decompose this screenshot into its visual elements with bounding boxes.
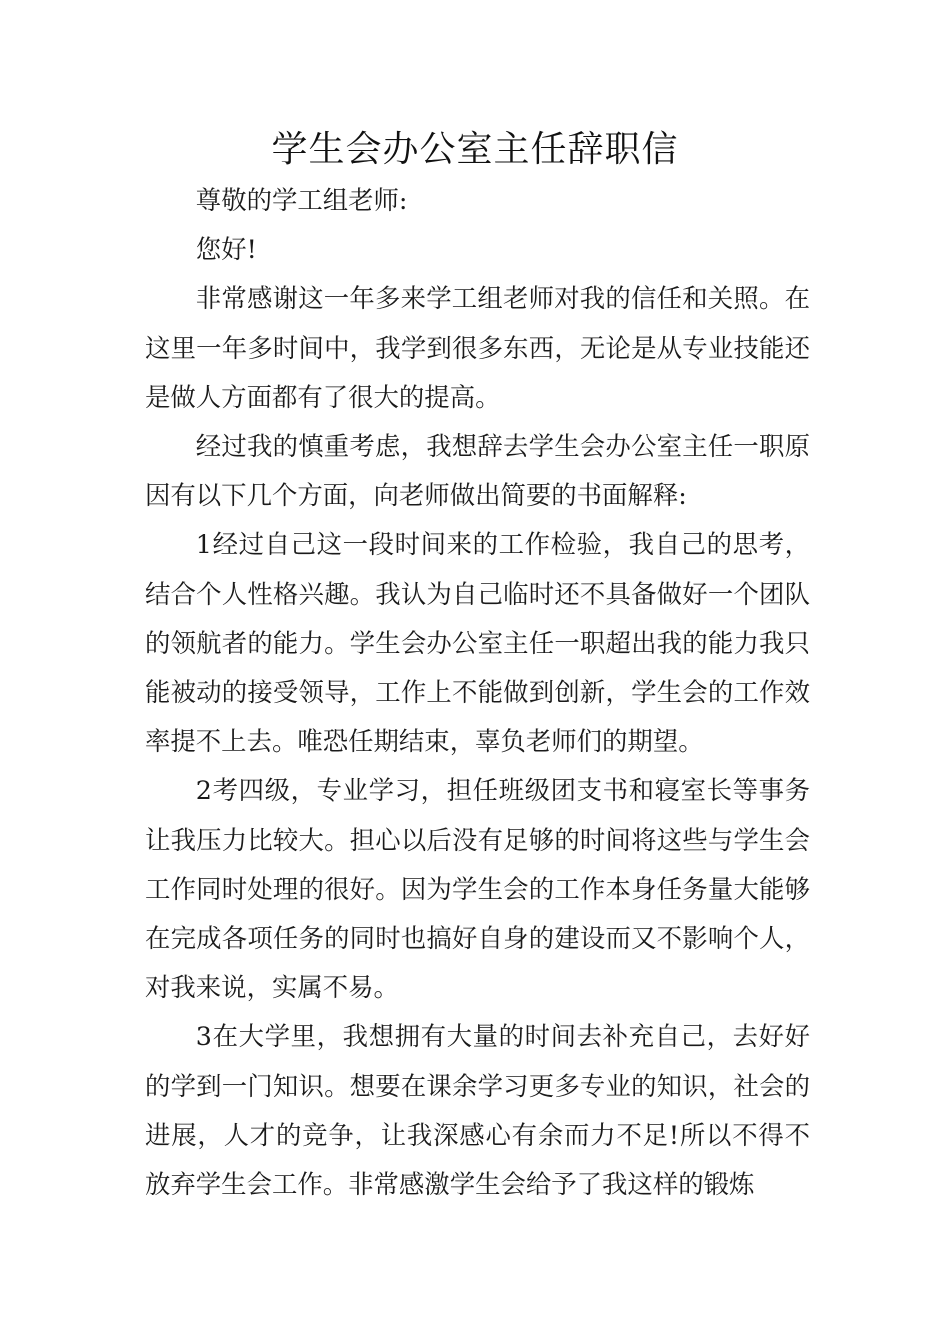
paragraph-reason-2: 2考四级，专业学习，担任班级团支书和寝室长等事务让我压力比较大。担心以后没有足够的时间将这些与学生会工作同时处理的很好。因为学生会的工作本身任务量大能够在完成各项任务的同时也搞好自身的建设而又不影响个人，对我来说，实属不易。	[145, 775, 810, 1003]
paragraph-reason-3: 3在大学里，我想拥有大量的时间去补充自己，去好好的学到一门知识。想要在课余学习更多专业的知识，社会的进展，人才的竞争，让我深感心有余而力不足!所以不得不放弃学生会工作。非常感激学生会给予了我这样的锻炼	[145, 1021, 810, 1200]
paragraph-intent: 经过我的慎重考虑，我想辞去学生会办公室主任一职原因有以下几个方面，向老师做出简要的书面解释:	[145, 431, 810, 511]
document-body	[145, 176, 810, 1209]
paragraph-reason-1: 1经过自己这一段时间来的工作检验，我自己的思考，结合个人性格兴趣。我认为自己临时还不具备做好一个团队的领航者的能力。学生会办公室主任一职超出我的能力我只能被动的接受领导，工作上不能做到创新，学生会的工作效率提不上去。唯恐任期结束，辜负老师们的期望。	[145, 529, 810, 757]
document-title: 学生会办公室主任辞职信	[271, 129, 679, 170]
greeting: 您好!	[195, 234, 257, 265]
paragraph-thanks: 非常感谢这一年多来学工组老师对我的信任和关照。在这里一年多时间中，我学到很多东西，无论是从专业技能还是做人方面都有了很大的提高。	[145, 283, 810, 412]
salutation: 尊敬的学工组老师:	[195, 185, 408, 215]
